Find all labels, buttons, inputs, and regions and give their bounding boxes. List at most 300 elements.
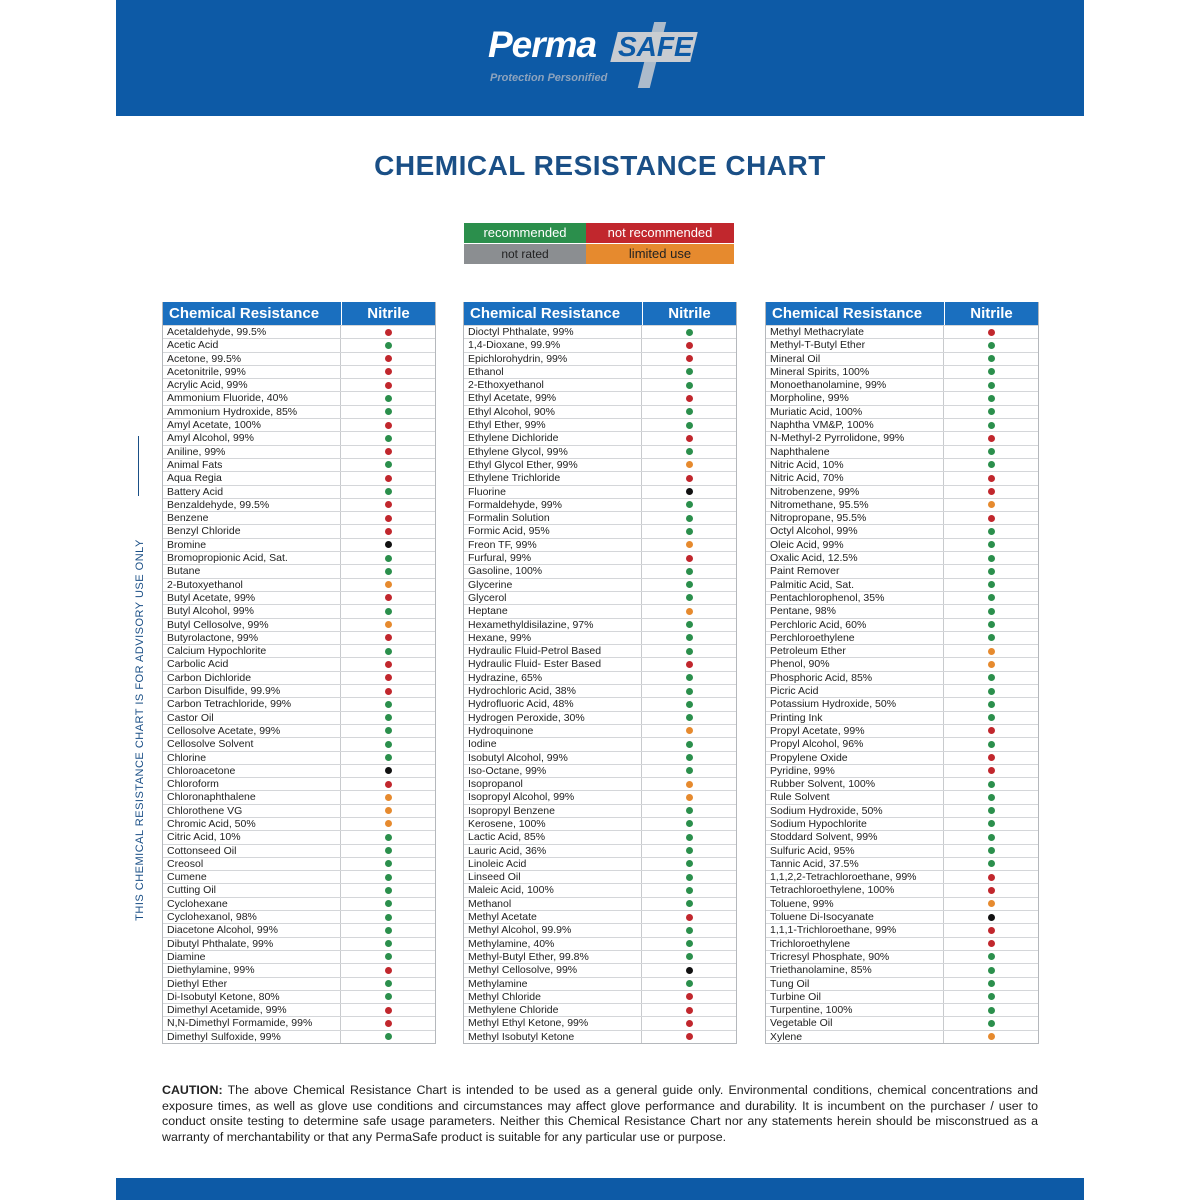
table-row	[464, 1003, 736, 1016]
chemical-name: Chlorothene VG	[163, 805, 341, 817]
chemical-name: Cellosolve Acetate, 99%	[163, 725, 341, 737]
chemical-name: Ammonium Hydroxide, 85%	[163, 406, 341, 418]
table-row	[464, 857, 736, 870]
chemical-name: Rubber Solvent, 100%	[766, 778, 944, 790]
chemical-name: Bromine	[163, 539, 341, 551]
nitrile-rating-cell	[642, 698, 736, 710]
chemical-name: Chlorine	[163, 752, 341, 764]
table-row	[163, 631, 435, 644]
chemical-name: Butane	[163, 565, 341, 577]
chemical-name: Dimethyl Sulfoxide, 99%	[163, 1031, 341, 1043]
chemical-name: 2-Ethoxyethanol	[464, 379, 642, 391]
chemical-name: Methyl Chloride	[464, 991, 642, 1003]
rating-rec-dot	[988, 1007, 995, 1014]
rating-rec-dot	[988, 781, 995, 788]
rating-not-dot	[385, 382, 392, 389]
rating-rec-dot	[988, 568, 995, 575]
nitrile-rating-cell	[944, 712, 1038, 724]
nitrile-rating-cell	[341, 845, 435, 857]
nitrile-rating-cell	[642, 459, 736, 471]
table-row	[163, 950, 435, 963]
nitrile-rating-cell	[642, 366, 736, 378]
rating-lim-dot	[988, 661, 995, 668]
permasafe-logo	[488, 22, 710, 92]
chemical-name: Freon TF, 99%	[464, 539, 642, 551]
nitrile-rating-cell	[341, 831, 435, 843]
rating-lim-dot	[686, 608, 693, 615]
chemical-name: Iso-Octane, 99%	[464, 765, 642, 777]
chemical-name: Hydraulic Fluid-Petrol Based	[464, 645, 642, 657]
rating-not-dot	[686, 342, 693, 349]
table-row	[766, 883, 1038, 896]
nitrile-rating-cell	[642, 432, 736, 444]
rating-rec-dot	[686, 714, 693, 721]
header-nitrile: Nitrile	[668, 305, 711, 322]
table-row	[163, 471, 435, 484]
table-row	[766, 498, 1038, 511]
rating-rec-dot	[385, 488, 392, 495]
nitrile-rating-cell	[944, 565, 1038, 577]
nitrile-rating-cell	[944, 805, 1038, 817]
nitrile-rating-cell	[341, 326, 435, 338]
nitrile-rating-cell	[944, 658, 1038, 670]
chemical-name: Mineral Spirits, 100%	[766, 366, 944, 378]
chemical-name: Dimethyl Acetamide, 99%	[163, 1004, 341, 1016]
rating-rec-dot	[385, 342, 392, 349]
table-row	[163, 644, 435, 657]
chemical-name: Iodine	[464, 738, 642, 750]
table-row	[766, 352, 1038, 365]
chemical-name: Sodium Hydroxide, 50%	[766, 805, 944, 817]
rating-rec-dot	[385, 608, 392, 615]
nitrile-rating-cell	[944, 552, 1038, 564]
table-row	[163, 684, 435, 697]
rating-rec-dot	[385, 834, 392, 841]
nitrile-rating-cell	[341, 525, 435, 537]
nitrile-rating-cell	[944, 765, 1038, 777]
table-row	[464, 830, 736, 843]
table-row	[464, 817, 736, 830]
table-row	[464, 604, 736, 617]
rating-not-dot	[988, 727, 995, 734]
rating-rec-dot	[686, 754, 693, 761]
chemical-name: Creosol	[163, 858, 341, 870]
table-row	[464, 471, 736, 484]
chemical-name: Hydrazine, 65%	[464, 672, 642, 684]
nitrile-rating-cell	[642, 645, 736, 657]
chemical-name: Formic Acid, 95%	[464, 525, 642, 537]
table-row	[766, 1003, 1038, 1016]
table-row	[766, 804, 1038, 817]
nitrile-rating-cell	[642, 991, 736, 1003]
chemical-name: Dioctyl Phthalate, 99%	[464, 326, 642, 338]
nitrile-rating-cell	[642, 379, 736, 391]
table-row	[163, 578, 435, 591]
nitrile-rating-cell	[341, 632, 435, 644]
chemical-name: Butyrolactone, 99%	[163, 632, 341, 644]
chemical-name: Ethyl Ether, 99%	[464, 419, 642, 431]
nitrile-rating-cell	[642, 964, 736, 976]
rating-rec-dot	[385, 727, 392, 734]
table-row	[766, 564, 1038, 577]
rating-rec-dot	[385, 714, 392, 721]
rating-not-dot	[385, 634, 392, 641]
chemical-name: Nitromethane, 95.5%	[766, 499, 944, 511]
nitrile-rating-cell	[642, 924, 736, 936]
rating-rec-dot	[988, 1020, 995, 1027]
chemical-name: Ethyl Alcohol, 90%	[464, 406, 642, 418]
nitrile-rating-cell	[341, 339, 435, 351]
table-row	[163, 551, 435, 564]
nitrile-rating-cell	[944, 752, 1038, 764]
table-row	[464, 844, 736, 857]
nitrile-rating-cell	[944, 592, 1038, 604]
logo-perma-text: Perma	[488, 24, 597, 65]
nitrile-rating-cell	[944, 472, 1038, 484]
table-row	[464, 711, 736, 724]
rating-rec-dot	[385, 940, 392, 947]
table-row	[163, 618, 435, 631]
rating-rec-dot	[385, 874, 392, 881]
chemical-name: Acetaldehyde, 99.5%	[163, 326, 341, 338]
chemical-name: Palmitic Acid, Sat.	[766, 579, 944, 591]
rating-lim-dot	[385, 794, 392, 801]
nitrile-rating-cell	[944, 459, 1038, 471]
table-row	[766, 790, 1038, 803]
rating-lim-dot	[686, 727, 693, 734]
table-row	[464, 724, 736, 737]
rating-rec-dot	[988, 621, 995, 628]
table-row	[163, 564, 435, 577]
rating-rec-dot	[686, 834, 693, 841]
rating-not-dot	[988, 488, 995, 495]
chemical-name: Chloroform	[163, 778, 341, 790]
chemical-name: Phenol, 90%	[766, 658, 944, 670]
chemical-name: Methyl-Butyl Ether, 99.8%	[464, 951, 642, 963]
rating-rec-dot	[988, 807, 995, 814]
chemical-name: Paint Remover	[766, 565, 944, 577]
chemical-name: Carbon Dichloride	[163, 672, 341, 684]
table-row	[163, 990, 435, 1003]
nitrile-rating-cell	[944, 951, 1038, 963]
table-row	[163, 963, 435, 976]
table-row	[464, 697, 736, 710]
table-row	[766, 644, 1038, 657]
chemical-name: 1,1,1-Trichloroethane, 99%	[766, 924, 944, 936]
rating-rec-dot	[385, 927, 392, 934]
chemical-name: Hexamethyldisilazine, 97%	[464, 619, 642, 631]
legend-not-recommended: not recommended	[586, 223, 734, 243]
resistance-table-1	[162, 302, 436, 1044]
table-row	[766, 990, 1038, 1003]
table-row	[163, 1003, 435, 1016]
table-row	[464, 883, 736, 896]
nitrile-rating-cell	[944, 698, 1038, 710]
legend-recommended: recommended	[464, 223, 586, 243]
chemical-name: Monoethanolamine, 99%	[766, 379, 944, 391]
chemical-name: Methyl Acetate	[464, 911, 642, 923]
table-row	[766, 963, 1038, 976]
rating-rec-dot	[988, 834, 995, 841]
nitrile-rating-cell	[642, 831, 736, 843]
table-row	[766, 325, 1038, 338]
rating-not-dot	[385, 674, 392, 681]
nitrile-rating-cell	[642, 658, 736, 670]
nitrile-rating-cell	[341, 858, 435, 870]
nitrile-rating-cell	[341, 818, 435, 830]
table-row	[464, 804, 736, 817]
chemical-name: Toluene Di-Isocyanate	[766, 911, 944, 923]
nitrile-rating-cell	[341, 419, 435, 431]
chemical-name: Methyl Isobutyl Ketone	[464, 1031, 642, 1043]
rating-rec-dot	[686, 767, 693, 774]
chemical-name: Mineral Oil	[766, 353, 944, 365]
table-row	[163, 751, 435, 764]
chemical-name: Ethyl Acetate, 99%	[464, 392, 642, 404]
nitrile-rating-cell	[944, 911, 1038, 923]
rating-rec-dot	[686, 688, 693, 695]
rating-rec-dot	[988, 674, 995, 681]
chemical-name: Acrylic Acid, 99%	[163, 379, 341, 391]
nitrile-rating-cell	[341, 991, 435, 1003]
nitrile-rating-cell	[944, 366, 1038, 378]
rating-not-dot	[686, 1033, 693, 1040]
chemical-name: Cutting Oil	[163, 884, 341, 896]
rating-rec-dot	[385, 914, 392, 921]
nitrile-rating-cell	[341, 379, 435, 391]
table-row	[464, 551, 736, 564]
nitrile-rating-cell	[944, 512, 1038, 524]
table-row	[163, 790, 435, 803]
nitrile-rating-cell	[642, 1031, 736, 1043]
nitrile-rating-cell	[944, 964, 1038, 976]
nitrile-rating-cell	[341, 871, 435, 883]
rating-rec-dot	[385, 980, 392, 987]
rating-lim-dot	[385, 820, 392, 827]
rating-rec-dot	[686, 648, 693, 655]
nitrile-rating-cell	[341, 406, 435, 418]
chemical-name: Diacetone Alcohol, 99%	[163, 924, 341, 936]
table-row	[464, 923, 736, 936]
table-row	[464, 458, 736, 471]
chemical-name: Rule Solvent	[766, 791, 944, 803]
rating-rec-dot	[385, 555, 392, 562]
chemical-name: Tannic Acid, 37.5%	[766, 858, 944, 870]
chemical-name: Butyl Cellosolve, 99%	[163, 619, 341, 631]
chemical-name: Nitric Acid, 70%	[766, 472, 944, 484]
nitrile-rating-cell	[642, 353, 736, 365]
rating-rec-dot	[686, 674, 693, 681]
nitrile-rating-cell	[944, 326, 1038, 338]
rating-rec-dot	[385, 953, 392, 960]
nitrile-rating-cell	[642, 592, 736, 604]
chemical-name: Ammonium Fluoride, 40%	[163, 392, 341, 404]
chemical-name: Benzyl Chloride	[163, 525, 341, 537]
chemical-name: Hydroquinone	[464, 725, 642, 737]
nitrile-rating-cell	[642, 938, 736, 950]
table-row	[766, 378, 1038, 391]
nitrile-rating-cell	[944, 1017, 1038, 1029]
caution-text: The above Chemical Resistance Chart is intended to be used as a general guide only. Environmental conditions, chemical concentrations and exposure times, as well as glove use conditions and circumstances may affect glove performance and durability. It is incumbent on the purchaser / user to conduct onsite testing to determine safe usage parameters. Neither this Chemical Resistance Chart nor any statements herein should be misconstrued as a warranty of merchantability or that any PermaSafe product is suitable for any particular use or purpose.	[162, 1083, 1038, 1144]
rating-not-dot	[385, 528, 392, 535]
rating-lim-dot	[988, 501, 995, 508]
chemical-name: Methylamine	[464, 978, 642, 990]
chemical-name: Pentane, 98%	[766, 605, 944, 617]
nitrile-rating-cell	[341, 791, 435, 803]
table-row	[163, 604, 435, 617]
rating-rec-dot	[988, 382, 995, 389]
nitrile-rating-cell	[642, 672, 736, 684]
rating-rec-dot	[686, 634, 693, 641]
rating-lim-dot	[988, 900, 995, 907]
nitrile-rating-cell	[341, 911, 435, 923]
nitrile-rating-cell	[642, 605, 736, 617]
chemical-name: Benzene	[163, 512, 341, 524]
rating-rec-dot	[686, 501, 693, 508]
table-row	[766, 591, 1038, 604]
header-nitrile: Nitrile	[367, 305, 410, 322]
chemical-name: Propyl Acetate, 99%	[766, 725, 944, 737]
chemical-name: Potassium Hydroxide, 50%	[766, 698, 944, 710]
nitrile-rating-cell	[944, 884, 1038, 896]
nitrile-rating-cell	[341, 978, 435, 990]
rating-rec-dot	[686, 847, 693, 854]
table-row	[766, 977, 1038, 990]
nitrile-rating-cell	[944, 446, 1038, 458]
nitrile-rating-cell	[642, 632, 736, 644]
chemical-name: Battery Acid	[163, 486, 341, 498]
rating-rec-dot	[988, 608, 995, 615]
chemical-name: Acetone, 99.5%	[163, 353, 341, 365]
table-row	[163, 445, 435, 458]
chemical-name: Turpentine, 100%	[766, 1004, 944, 1016]
nitrile-rating-cell	[944, 898, 1038, 910]
nitrile-rating-cell	[944, 938, 1038, 950]
nitrile-rating-cell	[642, 818, 736, 830]
chemical-name: Pyridine, 99%	[766, 765, 944, 777]
chemical-name: Nitrobenzene, 99%	[766, 486, 944, 498]
chemical-name: Hydrochloric Acid, 38%	[464, 685, 642, 697]
table-row	[766, 578, 1038, 591]
table-body	[464, 325, 736, 1043]
rating-rec-dot	[988, 541, 995, 548]
chemical-name: Lactic Acid, 85%	[464, 831, 642, 843]
rating-not-dot	[988, 767, 995, 774]
rating-not-dot	[686, 395, 693, 402]
chemical-name: Ethyl Glycol Ether, 99%	[464, 459, 642, 471]
chemical-name: Aqua Regia	[163, 472, 341, 484]
chemical-name: Hydrogen Peroxide, 30%	[464, 712, 642, 724]
chemical-name: 2-Butoxyethanol	[163, 579, 341, 591]
nitrile-rating-cell	[341, 353, 435, 365]
chemical-name: Castor Oil	[163, 712, 341, 724]
caution-label: CAUTION:	[162, 1083, 223, 1097]
advisory-side-note	[130, 436, 148, 921]
nitrile-rating-cell	[642, 778, 736, 790]
rating-nr-dot	[686, 967, 693, 974]
table-row	[163, 870, 435, 883]
rating-rec-dot	[988, 448, 995, 455]
nitrile-rating-cell	[341, 884, 435, 896]
rating-not-dot	[988, 475, 995, 482]
document-page	[116, 0, 1084, 1200]
rating-rec-dot	[988, 368, 995, 375]
table-header	[766, 302, 1038, 325]
chemical-name: Acetic Acid	[163, 339, 341, 351]
table-row	[163, 378, 435, 391]
rating-rec-dot	[385, 701, 392, 708]
table-row	[766, 524, 1038, 537]
table-header	[163, 302, 435, 325]
rating-rec-dot	[988, 355, 995, 362]
table-row	[464, 764, 736, 777]
table-row	[163, 764, 435, 777]
nitrile-rating-cell	[944, 353, 1038, 365]
chemical-name: N-Methyl-2 Pyrrolidone, 99%	[766, 432, 944, 444]
rating-rec-dot	[385, 395, 392, 402]
table-row	[464, 524, 736, 537]
advisory-note-text: THIS CHEMICAL RESISTANCE CHART IS FOR ADVISORY USE ONLY	[134, 539, 146, 921]
nitrile-rating-cell	[341, 765, 435, 777]
nitrile-rating-cell	[341, 432, 435, 444]
table-row	[464, 578, 736, 591]
table-header	[464, 302, 736, 325]
table-row	[163, 338, 435, 351]
rating-rec-dot	[988, 528, 995, 535]
nitrile-rating-cell	[944, 831, 1038, 843]
rating-rec-dot	[686, 701, 693, 708]
table-row	[163, 737, 435, 750]
table-row	[766, 604, 1038, 617]
rating-rec-dot	[686, 940, 693, 947]
table-row	[464, 790, 736, 803]
rating-rec-dot	[686, 900, 693, 907]
rating-rec-dot	[988, 860, 995, 867]
table-row	[163, 697, 435, 710]
nitrile-rating-cell	[642, 845, 736, 857]
table-row	[766, 830, 1038, 843]
rating-rec-dot	[988, 993, 995, 1000]
chemical-name: Amyl Alcohol, 99%	[163, 432, 341, 444]
table-row	[766, 418, 1038, 431]
table-row	[464, 511, 736, 524]
table-row	[766, 950, 1038, 963]
rating-rec-dot	[686, 980, 693, 987]
chemical-name: Morpholine, 99%	[766, 392, 944, 404]
table-row	[464, 564, 736, 577]
nitrile-rating-cell	[341, 1004, 435, 1016]
legend-not-rated: not rated	[464, 244, 586, 264]
nitrile-rating-cell	[944, 1031, 1038, 1043]
rating-not-dot	[385, 422, 392, 429]
rating-rec-dot	[385, 648, 392, 655]
rating-rec-dot	[385, 568, 392, 575]
nitrile-rating-cell	[341, 459, 435, 471]
rating-lim-dot	[686, 781, 693, 788]
nitrile-rating-cell	[341, 752, 435, 764]
nitrile-rating-cell	[944, 1004, 1038, 1016]
nitrile-rating-cell	[341, 512, 435, 524]
table-row	[163, 857, 435, 870]
chemical-name: Octyl Alcohol, 99%	[766, 525, 944, 537]
chemical-name: Cellosolve Solvent	[163, 738, 341, 750]
chemical-name: Methyl Alcohol, 99.9%	[464, 924, 642, 936]
chemical-name: Kerosene, 100%	[464, 818, 642, 830]
table-row	[766, 844, 1038, 857]
chemical-name: Naphtha VM&P, 100%	[766, 419, 944, 431]
nitrile-rating-cell	[944, 672, 1038, 684]
chemical-name: Glycerine	[464, 579, 642, 591]
